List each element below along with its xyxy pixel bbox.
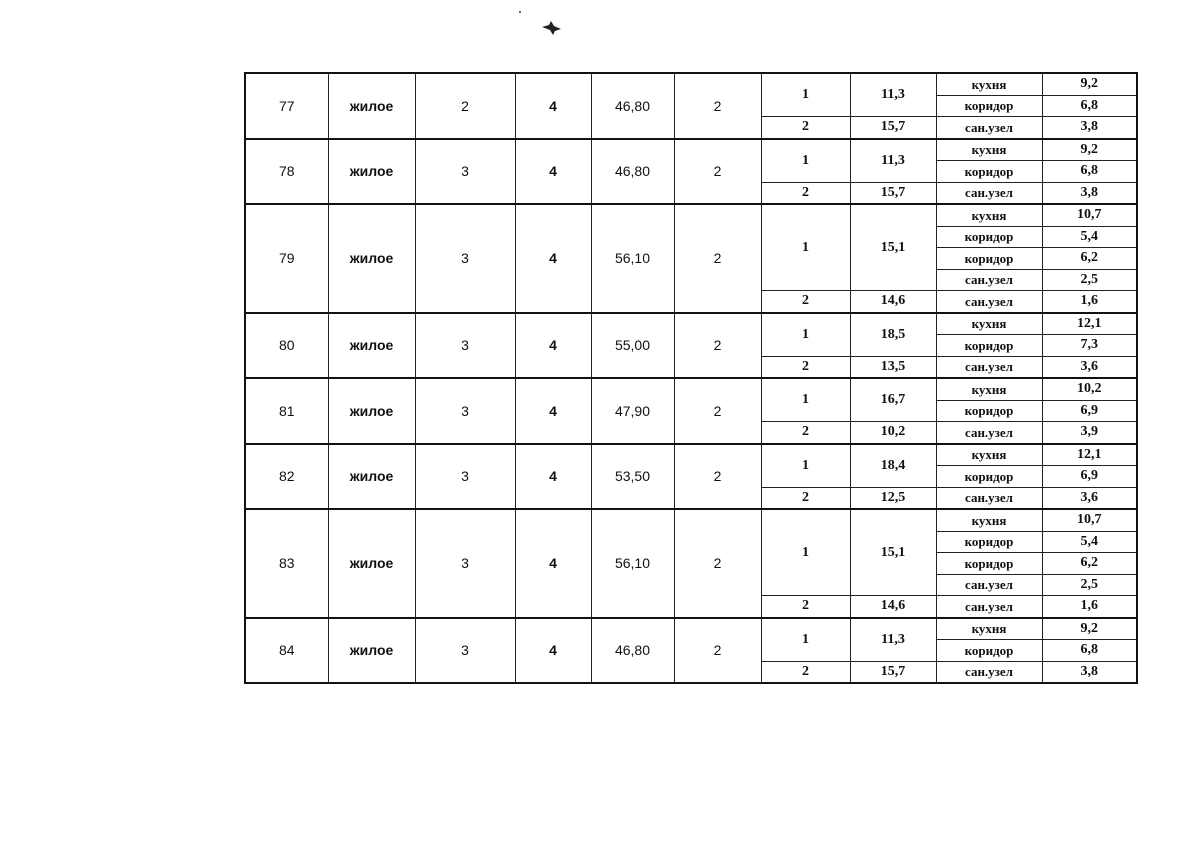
item-name: коридор bbox=[936, 248, 1042, 270]
group-number: 2 bbox=[761, 487, 850, 509]
group-number: 1 bbox=[761, 313, 850, 357]
item-name: коридор bbox=[936, 640, 1042, 662]
unit-number: 79 bbox=[245, 204, 328, 313]
unit-col3: 3 bbox=[415, 509, 515, 618]
group-value: 18,4 bbox=[850, 444, 936, 488]
group-number: 1 bbox=[761, 509, 850, 596]
item-value: 10,2 bbox=[1042, 378, 1137, 400]
group-value: 13,5 bbox=[850, 356, 936, 378]
item-name: кухня bbox=[936, 139, 1042, 161]
item-value: 3,8 bbox=[1042, 117, 1137, 139]
item-value: 10,7 bbox=[1042, 204, 1137, 226]
unit-rooms: 4 bbox=[515, 509, 591, 618]
group-value: 18,5 bbox=[850, 313, 936, 357]
item-value: 5,4 bbox=[1042, 531, 1137, 553]
item-value: 1,6 bbox=[1042, 291, 1137, 313]
item-name: сан.узел bbox=[936, 269, 1042, 291]
unit-number: 80 bbox=[245, 313, 328, 379]
group-number: 2 bbox=[761, 117, 850, 139]
unit-area: 46,80 bbox=[591, 73, 674, 139]
item-name: кухня bbox=[936, 73, 1042, 95]
item-name: коридор bbox=[936, 226, 1042, 248]
item-name: сан.узел bbox=[936, 487, 1042, 509]
item-name: сан.узел bbox=[936, 356, 1042, 378]
item-value: 6,9 bbox=[1042, 466, 1137, 488]
unit-rooms: 4 bbox=[515, 378, 591, 444]
unit-area: 56,10 bbox=[591, 509, 674, 618]
item-name: сан.узел bbox=[936, 422, 1042, 444]
item-value: 6,8 bbox=[1042, 640, 1137, 662]
item-value: 2,5 bbox=[1042, 269, 1137, 291]
item-value: 12,1 bbox=[1042, 313, 1137, 335]
unit-number: 78 bbox=[245, 139, 328, 205]
group-number: 2 bbox=[761, 356, 850, 378]
unit-area: 46,80 bbox=[591, 618, 674, 684]
group-number: 2 bbox=[761, 422, 850, 444]
unit-area: 55,00 bbox=[591, 313, 674, 379]
group-value: 16,7 bbox=[850, 378, 936, 422]
unit-col6: 2 bbox=[674, 509, 761, 618]
item-value: 12,1 bbox=[1042, 444, 1137, 466]
unit-rooms: 4 bbox=[515, 204, 591, 313]
group-value: 11,3 bbox=[850, 73, 936, 117]
unit-number: 81 bbox=[245, 378, 328, 444]
unit-col3: 3 bbox=[415, 204, 515, 313]
unit-type: жилое bbox=[328, 509, 415, 618]
group-value: 15,7 bbox=[850, 182, 936, 204]
item-value: 6,2 bbox=[1042, 553, 1137, 575]
unit-col3: 2 bbox=[415, 73, 515, 139]
unit-type: жилое bbox=[328, 313, 415, 379]
unit-col3: 3 bbox=[415, 618, 515, 684]
group-number: 1 bbox=[761, 618, 850, 662]
unit-type: жилое bbox=[328, 618, 415, 684]
unit-number: 84 bbox=[245, 618, 328, 684]
table-row bbox=[245, 509, 1137, 531]
item-value: 3,6 bbox=[1042, 487, 1137, 509]
item-name: кухня bbox=[936, 444, 1042, 466]
unit-col6: 2 bbox=[674, 444, 761, 510]
unit-rooms: 4 bbox=[515, 139, 591, 205]
table-row bbox=[245, 139, 1137, 161]
unit-col6: 2 bbox=[674, 313, 761, 379]
group-number: 1 bbox=[761, 204, 850, 291]
item-name: кухня bbox=[936, 378, 1042, 400]
table-row bbox=[245, 313, 1137, 335]
item-name: кухня bbox=[936, 618, 1042, 640]
table-row bbox=[245, 204, 1137, 226]
unit-col3: 3 bbox=[415, 444, 515, 510]
item-value: 9,2 bbox=[1042, 139, 1137, 161]
unit-type: жилое bbox=[328, 139, 415, 205]
group-value: 15,1 bbox=[850, 204, 936, 291]
table-row bbox=[245, 618, 1137, 640]
unit-type: жилое bbox=[328, 204, 415, 313]
unit-rooms: 4 bbox=[515, 313, 591, 379]
unit-rooms: 4 bbox=[515, 444, 591, 510]
item-name: коридор bbox=[936, 335, 1042, 357]
item-value: 3,6 bbox=[1042, 356, 1137, 378]
group-number: 2 bbox=[761, 182, 850, 204]
item-value: 3,9 bbox=[1042, 422, 1137, 444]
item-value: 6,8 bbox=[1042, 95, 1137, 117]
group-number: 1 bbox=[761, 73, 850, 117]
group-number: 2 bbox=[761, 596, 850, 618]
unit-col6: 2 bbox=[674, 618, 761, 684]
item-name: коридор bbox=[936, 400, 1042, 422]
item-value: 10,7 bbox=[1042, 509, 1137, 531]
apartments-table bbox=[244, 72, 1138, 684]
table-row bbox=[245, 378, 1137, 400]
table-row bbox=[245, 444, 1137, 466]
group-number: 1 bbox=[761, 444, 850, 488]
group-value: 15,1 bbox=[850, 509, 936, 596]
unit-col6: 2 bbox=[674, 139, 761, 205]
group-number: 1 bbox=[761, 378, 850, 422]
item-name: кухня bbox=[936, 509, 1042, 531]
item-name: сан.узел bbox=[936, 291, 1042, 313]
unit-col6: 2 bbox=[674, 204, 761, 313]
item-name: коридор bbox=[936, 161, 1042, 183]
unit-col3: 3 bbox=[415, 313, 515, 379]
group-value: 14,6 bbox=[850, 291, 936, 313]
unit-col3: 3 bbox=[415, 378, 515, 444]
item-name: коридор bbox=[936, 466, 1042, 488]
group-value: 15,7 bbox=[850, 117, 936, 139]
item-value: 6,9 bbox=[1042, 400, 1137, 422]
item-name: сан.узел bbox=[936, 596, 1042, 618]
group-value: 12,5 bbox=[850, 487, 936, 509]
group-value: 11,3 bbox=[850, 139, 936, 183]
unit-type: жилое bbox=[328, 378, 415, 444]
item-value: 9,2 bbox=[1042, 618, 1137, 640]
ink-mark bbox=[541, 20, 563, 36]
unit-area: 46,80 bbox=[591, 139, 674, 205]
unit-rooms: 4 bbox=[515, 73, 591, 139]
unit-type: жилое bbox=[328, 444, 415, 510]
item-name: кухня bbox=[936, 204, 1042, 226]
item-value: 3,8 bbox=[1042, 182, 1137, 204]
group-value: 14,6 bbox=[850, 596, 936, 618]
item-value: 5,4 bbox=[1042, 226, 1137, 248]
item-name: сан.узел bbox=[936, 661, 1042, 683]
item-name: сан.узел bbox=[936, 117, 1042, 139]
unit-number: 82 bbox=[245, 444, 328, 510]
item-name: коридор bbox=[936, 531, 1042, 553]
table-body bbox=[245, 73, 1137, 683]
item-value: 2,5 bbox=[1042, 574, 1137, 596]
unit-area: 56,10 bbox=[591, 204, 674, 313]
item-value: 6,8 bbox=[1042, 161, 1137, 183]
item-name: коридор bbox=[936, 553, 1042, 575]
group-value: 15,7 bbox=[850, 661, 936, 683]
unit-number: 83 bbox=[245, 509, 328, 618]
item-name: кухня bbox=[936, 313, 1042, 335]
group-value: 10,2 bbox=[850, 422, 936, 444]
item-value: 9,2 bbox=[1042, 73, 1137, 95]
table-row bbox=[245, 73, 1137, 95]
unit-type: жилое bbox=[328, 73, 415, 139]
unit-area: 53,50 bbox=[591, 444, 674, 510]
group-value: 11,3 bbox=[850, 618, 936, 662]
item-name: сан.узел bbox=[936, 574, 1042, 596]
unit-area: 47,90 bbox=[591, 378, 674, 444]
item-value: 1,6 bbox=[1042, 596, 1137, 618]
item-value: 6,2 bbox=[1042, 248, 1137, 270]
group-number: 1 bbox=[761, 139, 850, 183]
item-name: коридор bbox=[936, 95, 1042, 117]
group-number: 2 bbox=[761, 661, 850, 683]
group-number: 2 bbox=[761, 291, 850, 313]
unit-col6: 2 bbox=[674, 73, 761, 139]
speck bbox=[519, 11, 521, 13]
item-value: 3,8 bbox=[1042, 661, 1137, 683]
unit-number: 77 bbox=[245, 73, 328, 139]
item-name: сан.узел bbox=[936, 182, 1042, 204]
unit-col6: 2 bbox=[674, 378, 761, 444]
item-value: 7,3 bbox=[1042, 335, 1137, 357]
unit-rooms: 4 bbox=[515, 618, 591, 684]
unit-col3: 3 bbox=[415, 139, 515, 205]
